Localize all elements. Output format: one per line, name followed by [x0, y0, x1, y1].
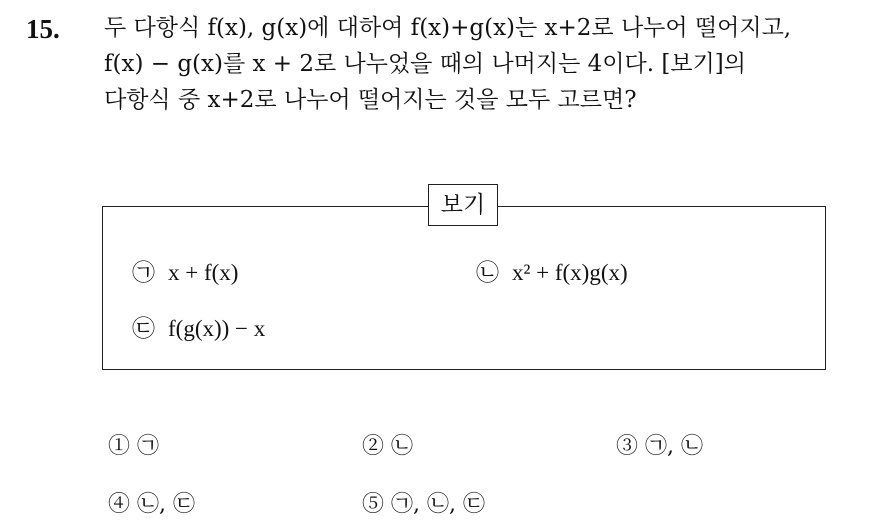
- choice-1[interactable]: ① ㉠: [108, 434, 159, 459]
- bogi-item-expr: x² + f(x)g(x): [512, 260, 628, 285]
- choice-5[interactable]: ⑤ ㉠, ㉡, ㉢: [362, 492, 485, 517]
- bogi-item-1: [132, 258, 238, 288]
- bogi-box: [102, 206, 826, 370]
- question-text: [104, 10, 874, 118]
- bogi-item-3: [132, 314, 265, 344]
- bogi-item-mark: ㉡: [476, 260, 499, 286]
- bogi-item-expr: f(g(x)) − x: [168, 316, 266, 341]
- bogi-item-mark: ㉠: [132, 260, 155, 286]
- choice-2[interactable]: ② ㉡: [362, 434, 413, 459]
- question-line-3: 다항식 중 x+2로 나누어 떨어지는 것을 모두 고르면?: [104, 87, 637, 113]
- bogi-item-mark: ㉢: [132, 316, 155, 342]
- choice-3[interactable]: ③ ㉠, ㉡: [616, 434, 703, 459]
- question-line-2: f(x) − g(x)를 x + 2로 나누었을 때의 나머지는 4이다. [보기]의: [104, 51, 746, 77]
- bogi-item-expr: x + f(x): [168, 260, 239, 285]
- choice-4[interactable]: ④ ㉡, ㉢: [108, 492, 195, 517]
- bogi-item-2: [476, 258, 628, 288]
- question-number: 15.: [26, 14, 60, 44]
- bogi-title: 보기: [428, 184, 498, 226]
- question-line-1: 두 다항식 f(x), g(x)에 대하여 f(x)+g(x)는 x+2로 나누어 떨어지고,: [104, 15, 792, 41]
